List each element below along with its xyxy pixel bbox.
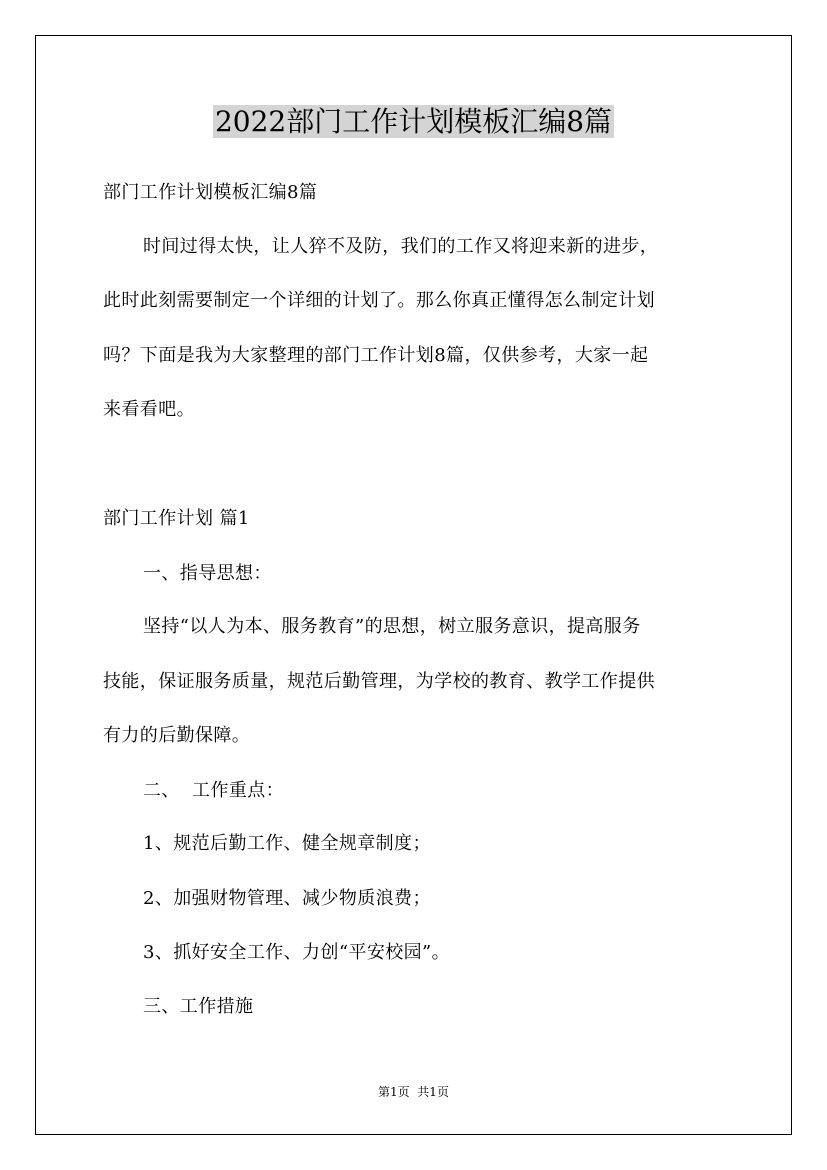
section-heading: 部门工作计划 篇1 [103,508,250,529]
item-heading-2: 二、 工作重点： [143,780,285,801]
page-footer: 第1页 共1页 [378,1085,449,1099]
point-1: 1、规范后勤工作、健全规章制度； [143,833,431,854]
item1-body-line-1: 坚持“以人为本、服务教育”的思想，树立服务意识，提高服务 [143,616,641,637]
item-heading-3: 三、工作措施 [143,996,254,1017]
point-3: 3、抓好安全工作、力创“平安校园”。 [143,942,451,963]
document-subtitle: 部门工作计划模板汇编8篇 [103,182,318,203]
intro-line-2: 此时此刻需要制定一个详细的计划了。那么你真正懂得怎么制定计划 [103,290,655,311]
intro-line-4: 来看看吧。 [103,399,195,420]
intro-line-1: 时间过得太快，让人猝不及防，我们的工作又将迎来新的进步， [143,236,659,257]
document-title [0,101,827,143]
item1-body-line-3: 有力的后勤保障。 [103,725,251,746]
point-2: 2、加强财物管理、减少物质浪费； [143,888,431,909]
item1-body-line-2: 技能，保证服务质量，规范后勤管理，为学校的教育、教学工作提供 [103,671,655,692]
item-heading-1: 一、指导思想： [143,563,272,584]
intro-line-3: 吗？下面是我为大家整理的部门工作计划8篇，仅供参考，大家一起 [103,345,649,366]
document-title-text: 2022部门工作计划模板汇编8篇 [214,105,613,138]
